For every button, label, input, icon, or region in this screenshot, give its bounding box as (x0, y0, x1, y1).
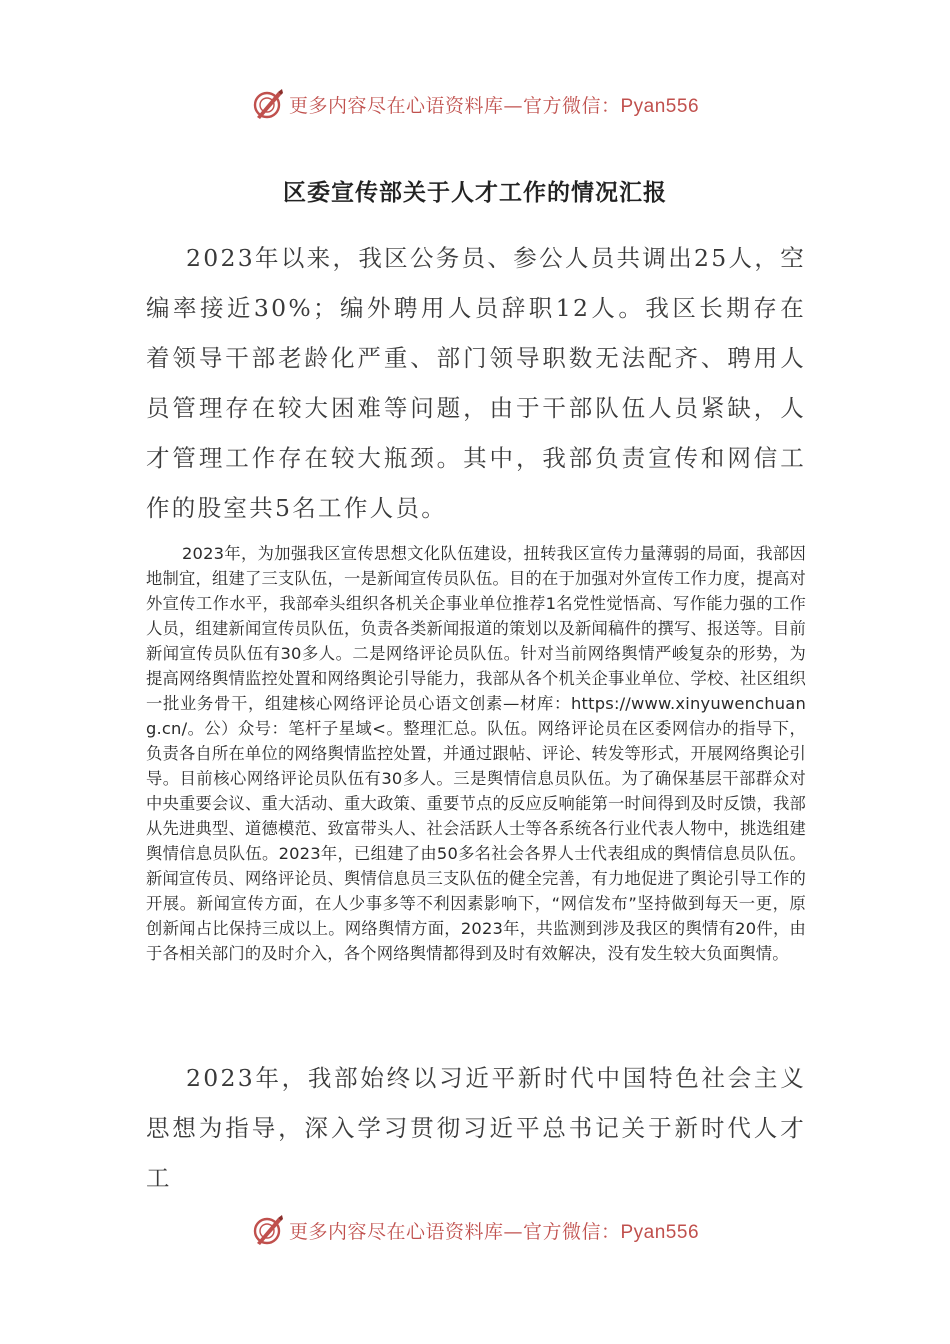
watermark-text: 更多内容尽在心语资料库—官方微信：Pyan556 (288, 1220, 700, 1243)
body-paragraph-1: 2023年以来，我区公务员、参公人员共调出25人，空编率接近30%；编外聘用人员辞职12人。我区长期存在着领导干部老龄化严重、部门领导职数无法配齐、聘用人员管理存在较大困难等问题，由于干部队伍人员紧缺，人才管理工作存在较大瓶颈。其中，我部负责宣传和网信工作的股室共5名工作人员。 (146, 244, 806, 522)
body-paragraph-3: 2023年，我部始终以习近平新时代中国特色社会主义思想为指导，深入学习贯彻习近平总书记关于新时代人才工 (146, 1064, 806, 1192)
wechat-id: Pyan556 (620, 1221, 700, 1243)
document-title: 区委宣传部关于人才工作的情况汇报 (283, 179, 667, 206)
watermark-text: 更多内容尽在心语资料库—官方微信：Pyan556 (288, 94, 700, 117)
wechat-id: Pyan556 (620, 95, 700, 117)
pen-logo-icon (251, 1213, 285, 1247)
pen-logo-icon (251, 87, 285, 121)
body-paragraph-2: 2023年，为加强我区宣传思想文化队伍建设，扭转我区宣传力量薄弱的局面，我部因地制宜，组建了三支队伍，一是新闻宣传员队伍。目的在于加强对外宣传工作力度，提高对外宣传工作水平，我部牵头组织各机关企事业单位推荐1名党性觉悟高、写作能力强的工作人员，组建新闻宣传员队伍，负责各类新闻报道的策划以及新闻稿件的撰写、报送等。目前新闻宣传员队伍有30多人。二是网络评论员队伍。针对当前网络舆情严峻复杂的形势，为提高网络舆情监控处置和网络舆论引导能力，我部从各个机关企事业单位、学校、社区组织一批业务骨干，组建核心网络评论员心语文创素—材库：https://www.xinyuwenchuang.cn/。公）众号：笔杆子星域<。整理汇总。队伍。网络评论员在区委网信办的指导下，负责各自所在单位的网络舆情监控处置，并通过跟帖、评论、转发等形式，开展网络舆论引导。目前核心网络评论员队伍有30多人。三是舆情信息员队伍。为了确保基层干部群众对中央重要会议、重大活动、重大政策、重要节点的反应反响能第一时间得到及时反馈，我部从先进典型、道德模范、致富带头人、社会活跃人士等各系统各行业代表人物中，挑选组建舆情信息员队伍。2023年，已组建了由50多名社会各界人士代表组成的舆情信息员队伍。新闻宣传员、网络评论员、舆情信息员三支队伍的健全完善，有力地促进了舆论引导工作的开展。新闻宣传方面，在人少事多等不利因素影响下，“网信发布”坚持做到每天一更，原创新闻占比保持三成以上。网络舆情方面，2023年，共监测到涉及我区的舆情有20件，由于各相关部门的及时介入，各个网络舆情都得到及时有效解决，没有发生较大负面舆情。 (146, 544, 806, 963)
header-watermark-banner (0, 84, 950, 124)
footer-watermark-banner (0, 1210, 950, 1250)
